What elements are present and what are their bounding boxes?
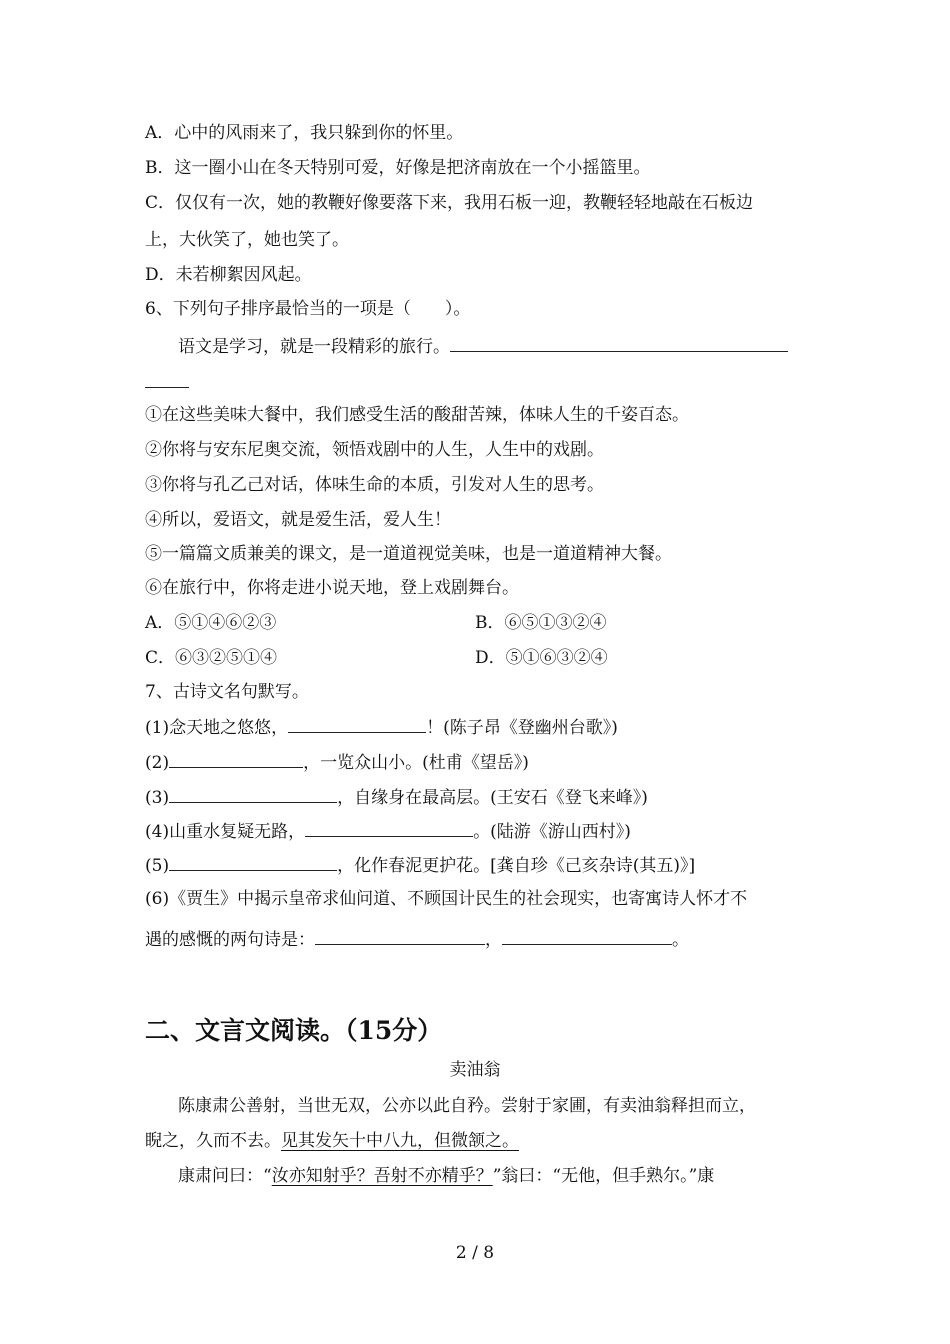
poem-2-suffix: ，一览众山小。(杜甫《望岳》)	[303, 753, 529, 773]
poem-1-prefix: (1)念天地之悠悠，	[145, 718, 289, 738]
sentence-2: ②你将与安东尼奥交流，领悟戏剧中的人生，人生中的戏剧。	[145, 440, 604, 460]
question-7-title: 7、古诗文名句默写。	[145, 682, 309, 702]
poem-2	[145, 750, 529, 774]
q6-option-d: D．⑤①⑥③②④	[475, 648, 608, 668]
poem-6-blank-1[interactable]	[315, 927, 485, 945]
poem-5-prefix: (5)	[145, 856, 170, 876]
poem-3-prefix: (3)	[145, 788, 170, 808]
poem-2-blank[interactable]	[169, 750, 303, 768]
poem-4-suffix: 。(陆游《游山西村》)	[473, 822, 631, 842]
option-b: B．这一圈小山在冬天特别可爱，好像是把济南放在一个小摇篮里。	[145, 158, 651, 178]
option-c-line2: 上，大伙笑了，她也笑了。	[145, 230, 349, 250]
question-6-title: 6、下列句子排序最恰当的一项是（ ）。	[145, 299, 471, 319]
poem-3-blank[interactable]	[169, 785, 337, 803]
passage-title: 卖油翁	[449, 1060, 501, 1080]
sentence-4: ④所以，爱语文，就是爱生活，爱人生！	[145, 510, 451, 530]
q6-option-c: C．⑥③②⑤①④	[145, 648, 278, 668]
question-6-intro	[178, 334, 788, 358]
poem-4-prefix: (4)山重水复疑无路，	[145, 822, 306, 842]
poem-4-blank[interactable]	[305, 819, 473, 837]
poem-6-line1: (6)《贾生》中揭示皇帝求仙问道、不顾国计民生的社会现实，也寄寓诗人怀才不	[145, 889, 748, 909]
passage-para-1-line1: 陈康肃公善射，当世无双，公亦以此自矜。尝射于家圃，有卖油翁释担而立，	[178, 1096, 756, 1116]
q6-option-a: A．⑤①④⑥②③	[145, 613, 277, 633]
para-1-underlined: 见其发矢十中八九，但微颔之。	[281, 1131, 519, 1151]
poem-1-blank[interactable]	[288, 715, 426, 733]
passage-para-2	[178, 1165, 714, 1187]
poem-6-prefix: 遇的感慨的两句诗是：	[145, 930, 315, 950]
poem-5	[145, 853, 695, 877]
sentence-6: ⑥在旅行中，你将走进小说天地，登上戏剧舞台。	[145, 578, 519, 598]
poem-3-suffix: ，自缘身在最高层。(王安石《登飞来峰》)	[337, 788, 648, 808]
intro-text: 语文是学习，就是一段精彩的旅行。	[178, 337, 450, 357]
sentence-3: ③你将与孔乙己对话，体味生命的本质，引发对人生的思考。	[145, 475, 604, 495]
passage-para-1-line2	[145, 1130, 519, 1152]
poem-3	[145, 785, 648, 809]
para-2-start: 康肃问曰：“	[178, 1166, 272, 1186]
poem-6-line2	[145, 927, 689, 951]
option-a: A．心中的风雨来了，我只躲到你的怀里。	[145, 123, 464, 143]
para-2-end: ”翁曰：“无他，但手熟尔。”康	[492, 1166, 715, 1186]
section-2-heading: 二、文言文阅读。（15分）	[145, 1016, 443, 1045]
q6-option-b: B．⑥⑤①③②④	[475, 613, 607, 633]
page-number: 2 / 8	[455, 1243, 495, 1263]
poem-5-blank[interactable]	[169, 853, 337, 871]
intro-blank	[450, 334, 788, 352]
para-1-plain: 睨之，久而不去。	[145, 1131, 281, 1151]
poem-6-period: 。	[672, 930, 689, 950]
option-c-line1: C．仅仅有一次，她的教鞭好像要落下来，我用石板一迎，教鞭轻轻地敲在石板边	[145, 193, 754, 213]
poem-2-prefix: (2)	[145, 753, 170, 773]
sentence-1: ①在这些美味大餐中，我们感受生活的酸甜苦辣，体味人生的千姿百态。	[145, 405, 689, 425]
poem-1	[145, 715, 618, 739]
intro-blank-2	[145, 370, 189, 388]
sentence-5: ⑤一篇篇文质兼美的课文，是一道道视觉美味，也是一道道精神大餐。	[145, 544, 672, 564]
option-d: D．未若柳絮因风起。	[145, 265, 312, 285]
poem-4	[145, 819, 631, 843]
poem-1-suffix: ！(陈子昂《登幽州台歌》)	[426, 718, 618, 738]
poem-6-comma: ，	[485, 930, 502, 950]
intro-blank-continuation	[145, 370, 189, 394]
poem-6-blank-2[interactable]	[502, 927, 672, 945]
poem-5-suffix: ，化作春泥更护花。[龚自珍《己亥杂诗(其五)》]	[337, 856, 696, 876]
para-2-underlined: 汝亦知射乎？吾射不亦精乎？	[271, 1166, 493, 1186]
